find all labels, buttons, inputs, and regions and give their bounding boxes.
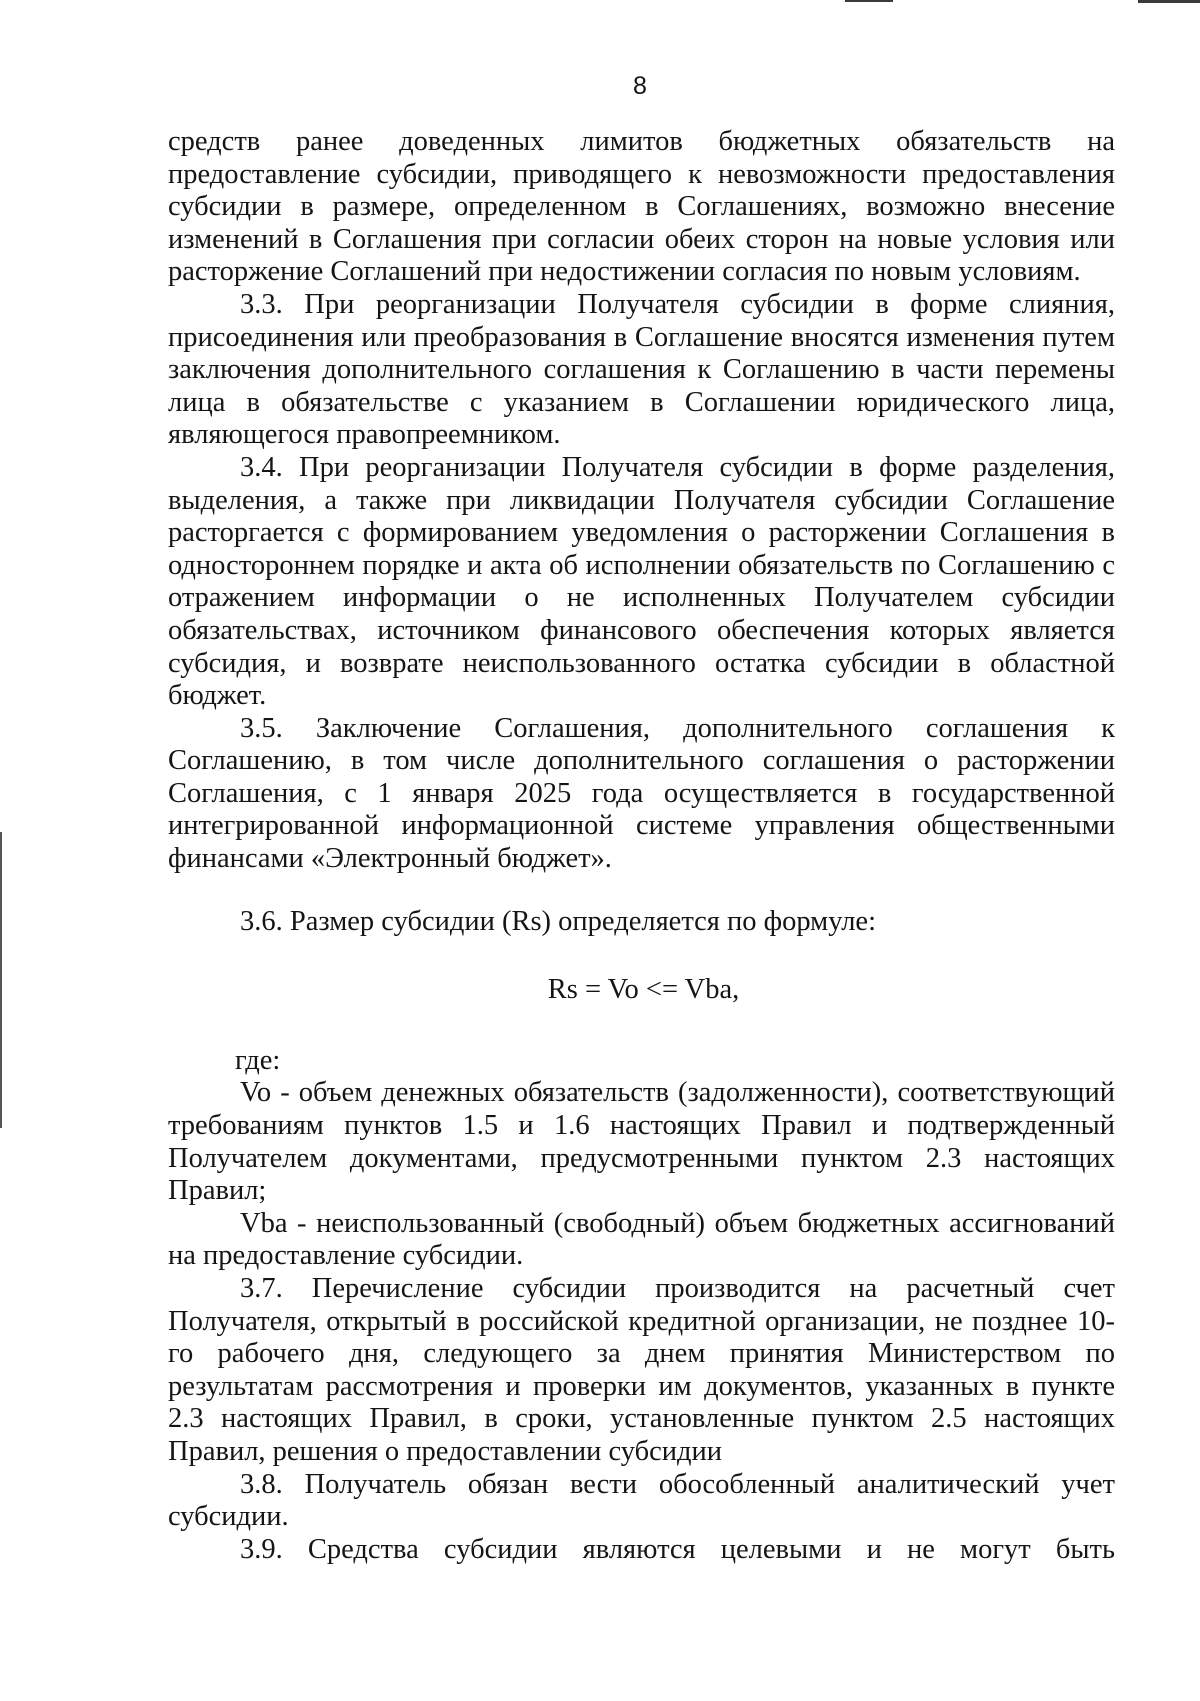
formula-term-vba: Vba - неиспользованный (свободный) объем бюджетных ассигнований на предоставление субсидии. [168, 1207, 1115, 1272]
scan-artifact-left-edge [0, 832, 2, 1128]
paragraph-3-3: 3.3. При реорганизации Получателя субсидии в форме слияния, присоединения или преобразования в Соглашение вносятся изменения путем заключения дополнительного соглашения к Соглашению в части перемены лица в обязательстве с указанием в Соглашении юридического лица, являющегося правопреемником. [168, 288, 1115, 451]
scan-artifact-top-right [1138, 0, 1200, 3]
subsidy-formula: Rs = Vo <= Vba, [547, 974, 740, 1006]
scan-artifact-top-left [845, 0, 893, 2]
paragraph-3-7: 3.7. Перечисление субсидии производится на расчетный счет Получателя, открытый в российской кредитной организации, не позднее 10-го рабочего дня, следующего за днем принятия Министерством по результатам рассмотрения и проверки им документов, указанных в пункте 2.3 настоящих Правил, в сроки, установленные пунктом 2.5 настоящих Правил, решения о предоставлении субсидии [168, 1273, 1115, 1467]
paragraph-continuation: средств ранее доведенных лимитов бюджетных обязательств на предоставление субсидии, приводящего к невозможности предоставления субсидии в размере, определенном в Соглашениях, возможно внесение изменений в Соглашения при согласии обеих сторон на новые условия или расторжение Соглашений при недостижении согласия по новым условиям. [168, 126, 1115, 288]
formula-term-vo: Vo - объем денежных обязательств (задолженности), соответствующий требованиям пунктов 1.5 и 1.6 настоящих Правил и подтвержденный Получателем документами, предусмотренными пунктом 2.3 настоящих Правил; [168, 1077, 1115, 1207]
page-number: 8 [633, 72, 647, 100]
paragraph-3-9: 3.9. Средства субсидии являются целевыми и не могут быть [240, 1533, 1115, 1565]
paragraph-3-4: 3.4. При реорганизации Получателя субсидии в форме разделения, выделения, а также при ликвидации Получателя субсидии Соглашение расторгается с формированием уведомления о расторжении Соглашения в одностороннем порядке и акта об исполнении обязательств по Соглашению с отражением информации о не исполненных Получателем субсидии обязательствах, источником финансового обеспечения которых является субсидия, и возврате неиспользованного остатка субсидии в областной бюджет. [168, 451, 1115, 712]
document-body [168, 126, 1115, 1566]
paragraph-3-8: 3.8. Получатель обязан вести обособленный аналитический учет субсидии. [168, 1468, 1115, 1533]
where-label: где: [235, 1044, 281, 1076]
paragraph-3-6: 3.6. Размер субсидии (Rs) определяется по формуле: [240, 905, 877, 937]
paragraph-3-5: 3.5. Заключение Соглашения, дополнительного соглашения к Соглашению, в том числе дополнительного соглашения о расторжении Соглашения, с 1 января 2025 года осуществляется в государственной интегрированной информационной системе управления общественными финансами «Электронный бюджет». [168, 712, 1115, 875]
